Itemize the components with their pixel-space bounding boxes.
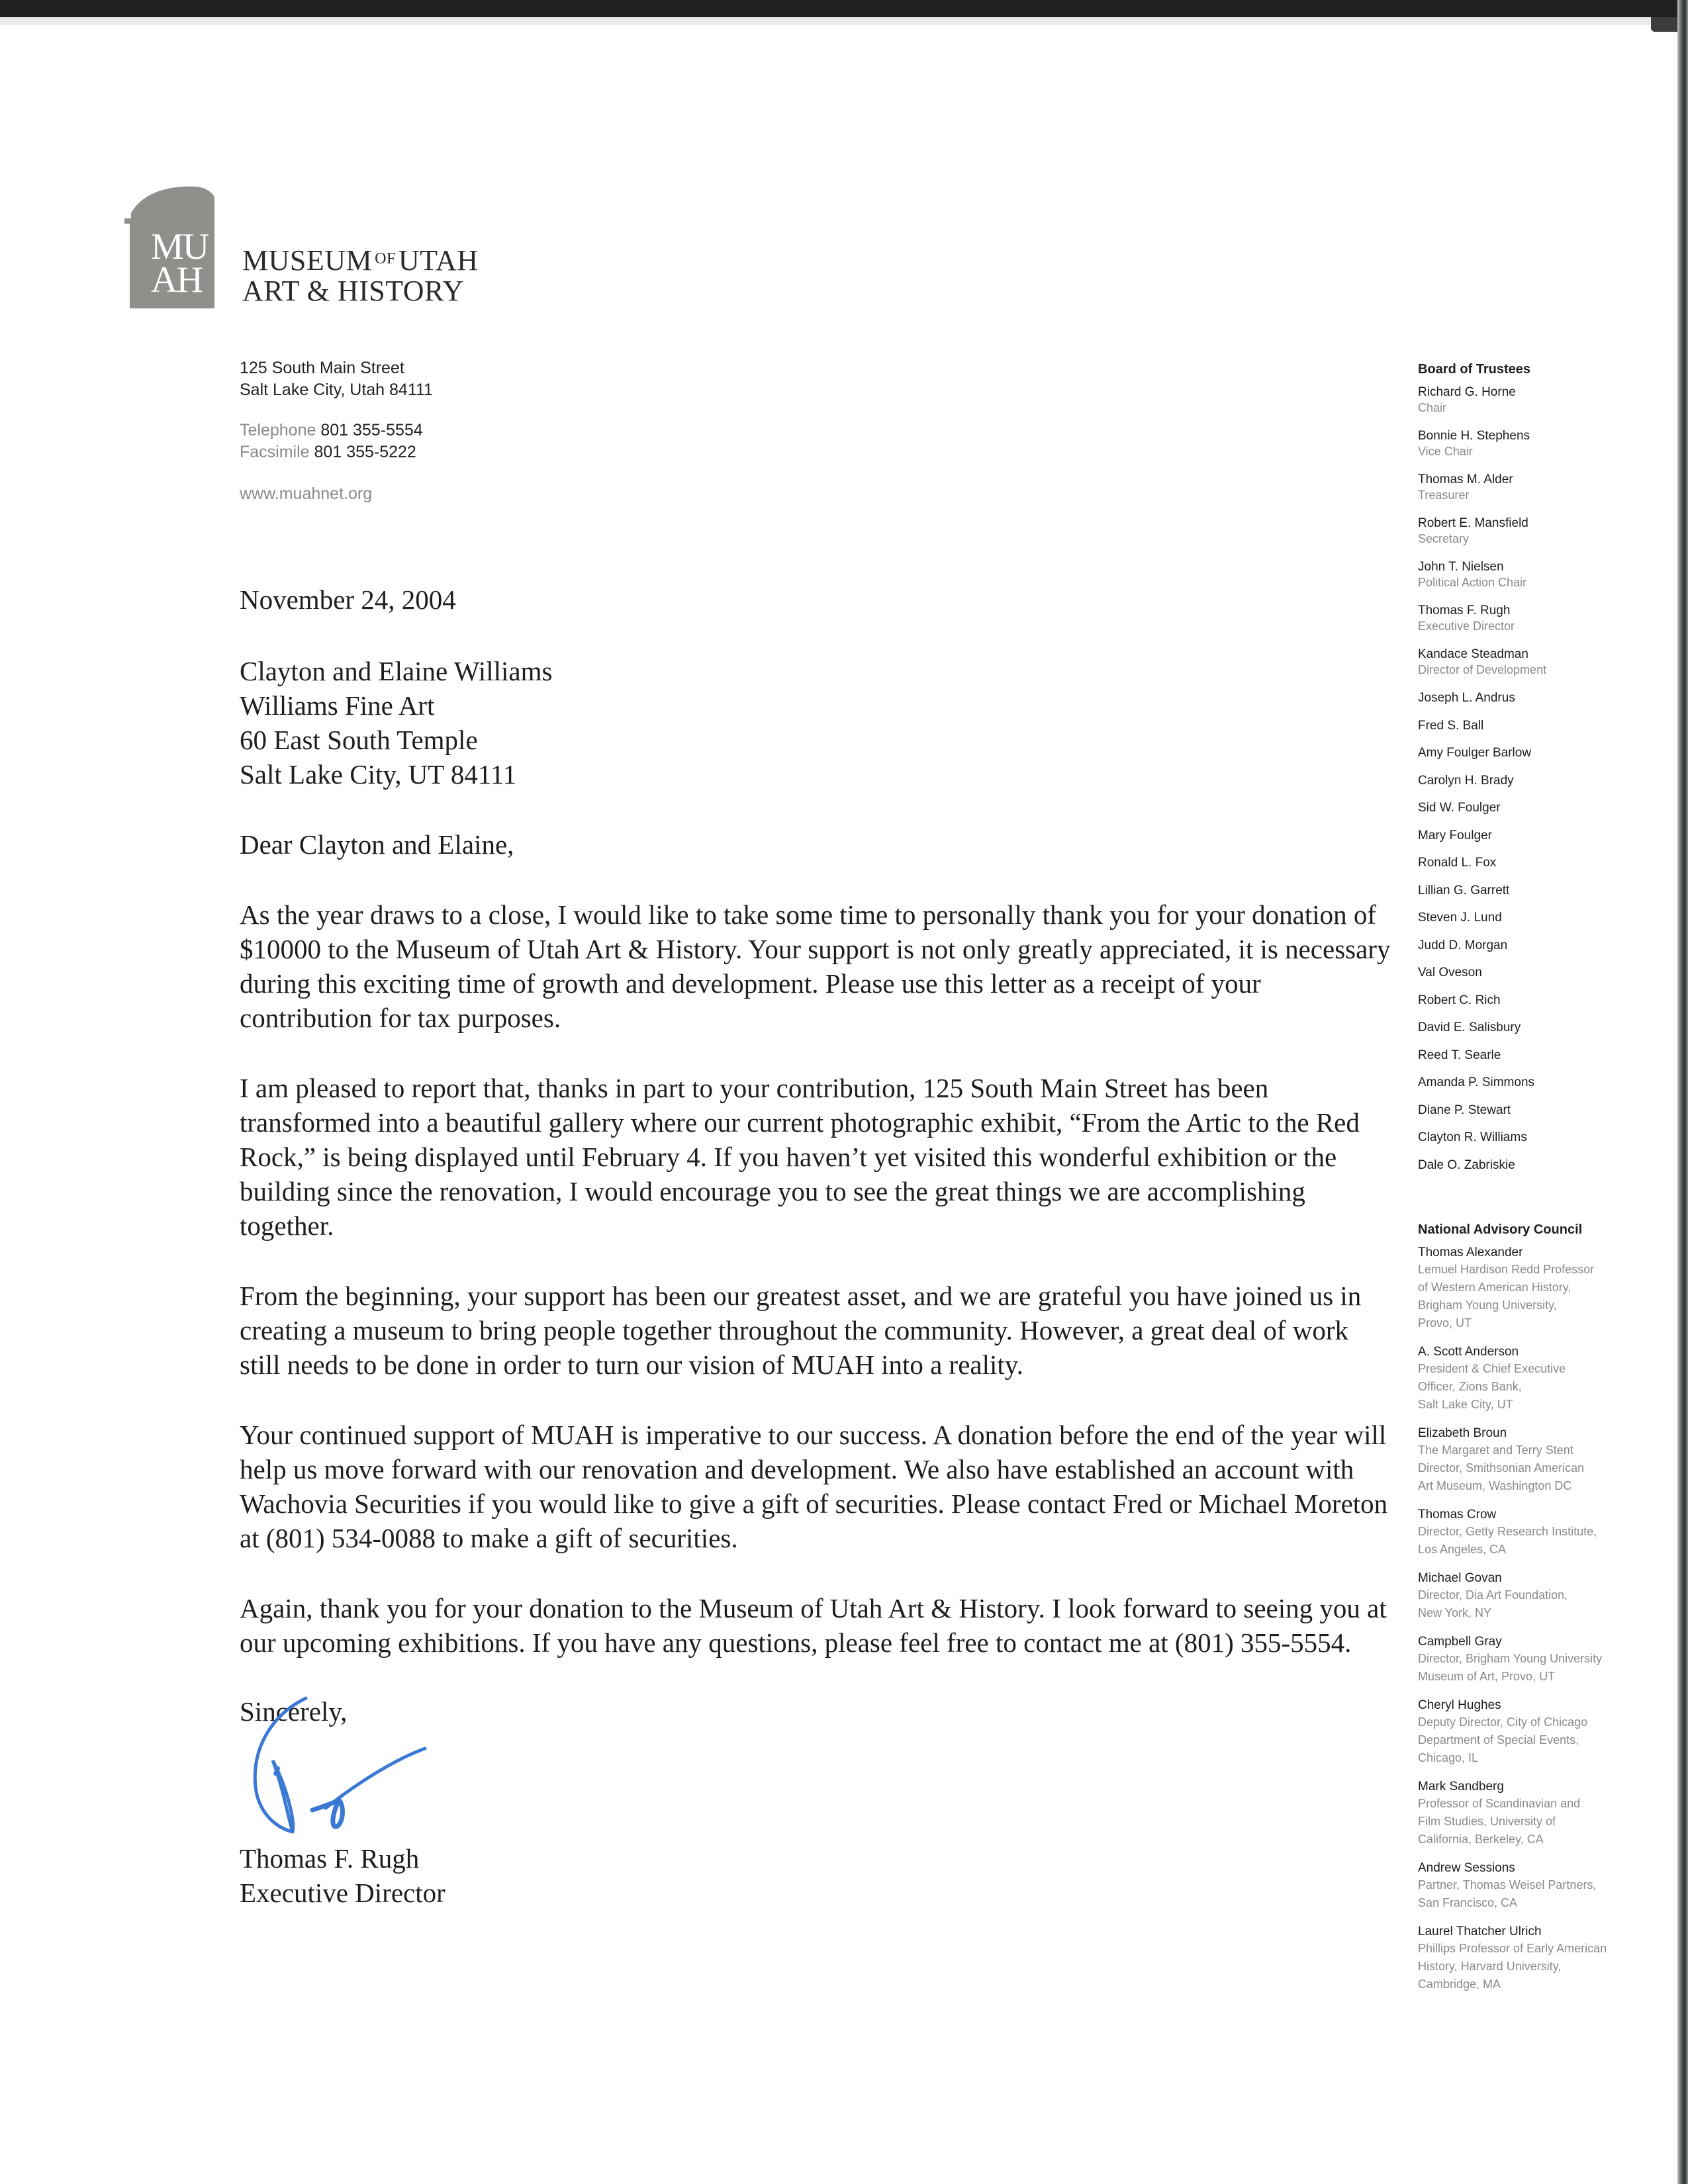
council-member-affiliation: San Francisco, CA — [1418, 1895, 1518, 1909]
paragraph: I am pleased to report that, thanks in part to your contribution, 125 South Main Street has been transformed into a beautiful gallery where our current photographic exhibit, “From the Artic to the Red Rock,” is being displayed until February 4. If you haven’t yet visited this wonderful exhibition or the building since the renovation, I would encourage you to see the great things we are accomplishing together. — [240, 1073, 1360, 1241]
board-members — [1418, 690, 1669, 1173]
officer-role: Chair — [1418, 401, 1447, 414]
council-member-affiliation: Director, Getty Research Institute, — [1418, 1524, 1597, 1538]
facsimile-number: 801 355-5222 — [314, 443, 416, 461]
council-member-name: Andrew Sessions — [1418, 1860, 1515, 1875]
council-member-affiliation: Phillips Professor of Early American — [1418, 1941, 1607, 1955]
telephone-row — [240, 420, 433, 441]
officer-name: John T. Nielsen — [1418, 560, 1504, 574]
council-member-affiliation: Brigham Young University, — [1418, 1298, 1557, 1312]
council-member — [1418, 1924, 1669, 1993]
board-officer — [1418, 559, 1669, 590]
board-officer — [1418, 647, 1669, 677]
logo-monogram-line1: MU — [151, 226, 209, 267]
council-member — [1418, 1779, 1669, 1848]
council-members — [1418, 1245, 1669, 1993]
board-officer — [1418, 603, 1669, 633]
board-member: Robert C. Rich — [1418, 993, 1501, 1007]
council-member-name: Cheryl Hughes — [1418, 1698, 1501, 1712]
facsimile-label: Facsimile — [240, 443, 310, 461]
council-member — [1418, 1570, 1669, 1622]
board-member: Dale O. Zabriskie — [1418, 1158, 1515, 1172]
letter-body — [240, 582, 1391, 1910]
paragraph: From the beginning, your support has been our greatest asset, and we are grateful you have joined us in creating a museum to bring people together throughout the community. However, a great deal of work still needs to be done in order to turn our vision of MUAH into a reality. — [240, 1281, 1362, 1380]
facsimile-row — [240, 441, 433, 463]
scan-corner — [1651, 17, 1677, 32]
council-member — [1418, 1426, 1669, 1495]
board-member: Diane P. Stewart — [1418, 1103, 1511, 1117]
council-member-name: Michael Govan — [1418, 1570, 1502, 1585]
signer-title: Executive Director — [240, 1878, 445, 1908]
recipient-address — [240, 654, 1391, 792]
scan-right-edge — [1677, 0, 1688, 2184]
officer-name: Kandace Steadman — [1418, 647, 1528, 661]
board-member: Amanda P. Simmons — [1418, 1075, 1535, 1089]
board-heading: Board of Trustees — [1418, 362, 1531, 377]
council-member-affiliation: History, Harvard University, — [1418, 1959, 1562, 1973]
council-member-name: Laurel Thatcher Ulrich — [1418, 1924, 1542, 1938]
council-member — [1418, 1245, 1669, 1332]
council-member-affiliation: Department of Special Events, — [1418, 1733, 1579, 1747]
council-member-affiliation: Partner, Thomas Weisel Partners, — [1418, 1878, 1597, 1891]
council-heading: National Advisory Council — [1418, 1222, 1583, 1237]
paragraph: As the year draws to a close, I would like to take some time to personally thank you for your donation of $10000 to the Museum of Utah Art & History. Your support is not only greatly appreciated, it is necessary during this exciting time of growth and development. Please use this letter as a receipt of your contribution for tax purposes. — [240, 899, 1391, 1033]
council-member-affiliation: of Western American History, — [1418, 1280, 1571, 1294]
recipient-line: Salt Lake City, UT 84111 — [240, 759, 517, 790]
board-member: Amy Foulger Barlow — [1418, 746, 1532, 760]
officer-role: Treasurer — [1418, 488, 1470, 502]
board-member: Ronald L. Fox — [1418, 856, 1497, 870]
board-officer — [1418, 428, 1669, 459]
page-top-edge — [0, 17, 1655, 25]
board-officer — [1418, 385, 1669, 415]
scan-top-edge — [0, 0, 1688, 17]
telephone-number: 801 355-5554 — [320, 421, 423, 439]
council-member-name: Thomas Alexander — [1418, 1245, 1523, 1259]
org-name — [242, 244, 479, 306]
board-member: Val Oveson — [1418, 966, 1482, 979]
website-link[interactable]: www.muahnet.org — [240, 484, 373, 503]
council-member-affiliation: Museum of Art, Provo, UT — [1418, 1669, 1556, 1683]
officer-name: Robert E. Mansfield — [1418, 516, 1528, 530]
signature-icon — [246, 1694, 458, 1853]
paragraph: Your continued support of MUAH is imperative to our success. A donation before the end of the year will help us move forward with our renovation and development. We also have established an account with Wachovia Securities if you would like to give a gift of securities. Please contact Fred or Michael Moreton at (801) 534-0088 to make a gift of securities. — [240, 1420, 1388, 1553]
org-name-line2: ART & HISTORY — [242, 275, 464, 307]
board-member: Carolyn H. Brady — [1418, 773, 1514, 788]
board-officers — [1418, 385, 1669, 677]
recipient-line: Clayton and Elaine Williams — [240, 656, 553, 686]
council-member-affiliation: Lemuel Hardison Redd Professor — [1418, 1262, 1595, 1276]
council-member-affiliation: Cambridge, MA — [1418, 1977, 1501, 1991]
signer-name: Thomas F. Rugh — [240, 1843, 420, 1874]
officer-name: Thomas F. Rugh — [1418, 604, 1511, 617]
council-member-affiliation: Officer, Zions Bank, — [1418, 1379, 1522, 1393]
salutation: Dear Clayton and Elaine, — [240, 829, 514, 860]
council-member-affiliation: President & Chief Executive — [1418, 1361, 1566, 1375]
org-name-of: OF — [375, 250, 396, 267]
signature — [240, 1729, 1391, 1841]
council-member-affiliation: Provo, UT — [1418, 1316, 1472, 1330]
board-member: Reed T. Searle — [1418, 1048, 1501, 1062]
officer-role: Political Action Chair — [1418, 576, 1527, 589]
council-member — [1418, 1507, 1669, 1559]
board-member: Clayton R. Williams — [1418, 1130, 1527, 1144]
council-member — [1418, 1860, 1669, 1912]
council-member-affiliation: California, Berkeley, CA — [1418, 1832, 1544, 1846]
council-member-name: Thomas Crow — [1418, 1507, 1497, 1522]
board-member: Fred S. Ball — [1418, 718, 1484, 733]
org-name-museum: MUSEUM — [242, 244, 373, 277]
board-member: Lillian G. Garrett — [1418, 883, 1510, 897]
council-member — [1418, 1634, 1669, 1686]
council-member-name: Mark Sandberg — [1418, 1779, 1504, 1794]
officer-name: Richard G. Horne — [1418, 385, 1516, 399]
council-member-affiliation: New York, NY — [1418, 1606, 1492, 1619]
officer-role: Secretary — [1418, 532, 1470, 545]
officer-name: Bonnie H. Stephens — [1418, 429, 1530, 443]
board-member: David E. Salisbury — [1418, 1021, 1521, 1034]
council-member-name: Elizabeth Broun — [1418, 1426, 1507, 1440]
sidebar-board-list — [1418, 361, 1669, 2005]
council-member — [1418, 1698, 1669, 1767]
board-member: Joseph L. Andrus — [1418, 691, 1515, 705]
letterhead-contact — [240, 357, 433, 505]
officer-name: Thomas M. Alder — [1418, 473, 1513, 486]
address-line2: Salt Lake City, Utah 84111 — [240, 381, 433, 399]
logo-monogram-line2: AH — [151, 259, 202, 300]
board-member: Steven J. Lund — [1418, 911, 1502, 925]
officer-role: Executive Director — [1418, 619, 1515, 633]
council-member-name: Campbell Gray — [1418, 1634, 1502, 1649]
council-member-affiliation: Art Museum, Washington DC — [1418, 1479, 1572, 1492]
council-member-affiliation: Los Angeles, CA — [1418, 1542, 1507, 1556]
council-member-affiliation: Director, Dia Art Foundation, — [1418, 1588, 1568, 1602]
recipient-line: Williams Fine Art — [240, 690, 435, 721]
council-member-affiliation: Director, Brigham Young University — [1418, 1651, 1603, 1665]
recipient-line: 60 East South Temple — [240, 725, 478, 755]
board-officer — [1418, 472, 1669, 502]
org-name-utah: UTAH — [398, 244, 479, 277]
council-member-affiliation: Professor of Scandinavian and — [1418, 1796, 1581, 1810]
paragraph: Again, thank you for your donation to the Museum of Utah Art & History. I look forward to seeing you at our upcoming exhibitions. If you have any questions, please feel free to contact me at (801) 355-5554. — [240, 1593, 1387, 1658]
board-officer — [1418, 516, 1669, 546]
council-member-affiliation: Deputy Director, City of Chicago — [1418, 1715, 1588, 1729]
telephone-label: Telephone — [240, 421, 316, 439]
org-name-line1 — [242, 244, 479, 276]
closing: Sincerely, — [240, 1696, 348, 1727]
council-member-affiliation: Chicago, IL — [1418, 1751, 1479, 1764]
council-member-affiliation: Salt Lake City, UT — [1418, 1397, 1513, 1411]
officer-role: Vice Chair — [1418, 445, 1473, 458]
letter-date: November 24, 2004 — [240, 584, 456, 615]
council-member-affiliation: The Margaret and Terry Stent — [1418, 1443, 1573, 1457]
board-member: Judd D. Morgan — [1418, 938, 1508, 952]
council-member-affiliation: Film Studies, University of — [1418, 1814, 1556, 1828]
officer-role: Director of Development — [1418, 663, 1547, 676]
council-member — [1418, 1344, 1669, 1414]
address-line1: 125 South Main Street — [240, 359, 404, 377]
board-member: Sid W. Foulger — [1418, 801, 1501, 815]
council-member-name: A. Scott Anderson — [1418, 1344, 1519, 1359]
logo-monogram — [151, 226, 217, 300]
board-member: Mary Foulger — [1418, 828, 1492, 842]
council-member-affiliation: Director, Smithsonian American — [1418, 1461, 1585, 1475]
